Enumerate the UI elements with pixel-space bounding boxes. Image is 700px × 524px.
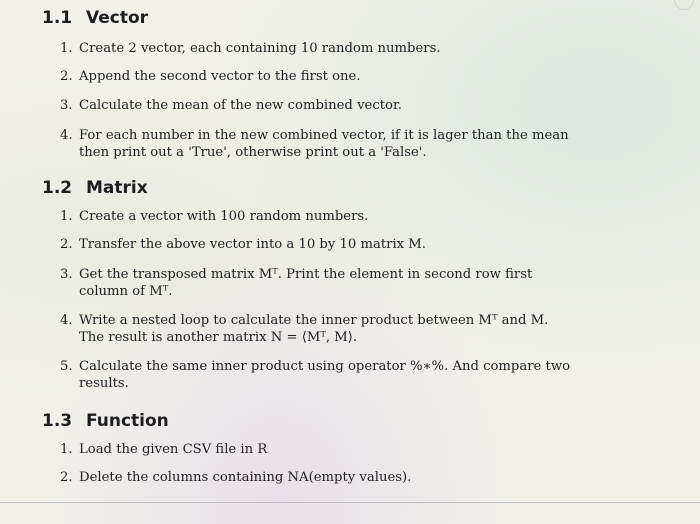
item-text: Delete the columns containing NA(empty values).	[79, 470, 412, 485]
section-heading-function	[42, 411, 169, 431]
item-text: For each number in the new combined vector, if it is lager than the mean	[79, 128, 569, 143]
item-number: 1.	[60, 41, 73, 56]
item-number: 3.	[60, 98, 73, 113]
item-text: Calculate the mean of the new combined vector.	[79, 98, 402, 113]
item-text: Load the given CSV file in R	[79, 442, 268, 457]
item-number: 4.	[60, 128, 73, 143]
item-number: 2.	[60, 237, 73, 252]
circle-icon	[674, 0, 694, 10]
item-text: The result is another matrix N = ⟨Mᵀ, M⟩.	[79, 330, 358, 345]
section-title: Matrix	[86, 178, 148, 198]
section-title: Vector	[86, 8, 149, 28]
bottom-divider	[0, 502, 700, 503]
item-text: column of Mᵀ.	[79, 284, 173, 299]
item-text: Transfer the above vector into a 10 by 10 matrix M.	[79, 237, 426, 252]
section-heading-matrix	[42, 178, 148, 198]
section-number: 1.1	[42, 8, 73, 28]
item-text: Create a vector with 100 random numbers.	[79, 209, 369, 224]
item-text: Calculate the same inner product using operator %∗%. And compare two	[79, 359, 571, 374]
item-number: 4.	[60, 313, 73, 328]
section-title: Function	[86, 411, 169, 431]
item-text: Append the second vector to the first one.	[79, 69, 361, 84]
section-number: 1.2	[42, 178, 73, 198]
item-text: then print out a 'True', otherwise print out a 'False'.	[79, 145, 427, 160]
item-text: Get the transposed matrix Mᵀ. Print the element in second row first	[79, 267, 533, 282]
item-number: 1.	[60, 442, 73, 457]
item-number: 3.	[60, 267, 73, 282]
item-number: 5.	[60, 359, 73, 374]
item-text: Create 2 vector, each containing 10 random numbers.	[79, 41, 441, 56]
section-heading-vector	[42, 8, 148, 28]
item-number: 2.	[60, 69, 73, 84]
item-number: 1.	[60, 209, 73, 224]
section-number: 1.3	[42, 411, 73, 431]
item-text: results.	[79, 376, 129, 391]
item-text: Write a nested loop to calculate the inner product between Mᵀ and M.	[79, 313, 549, 328]
item-number: 2.	[60, 470, 73, 485]
